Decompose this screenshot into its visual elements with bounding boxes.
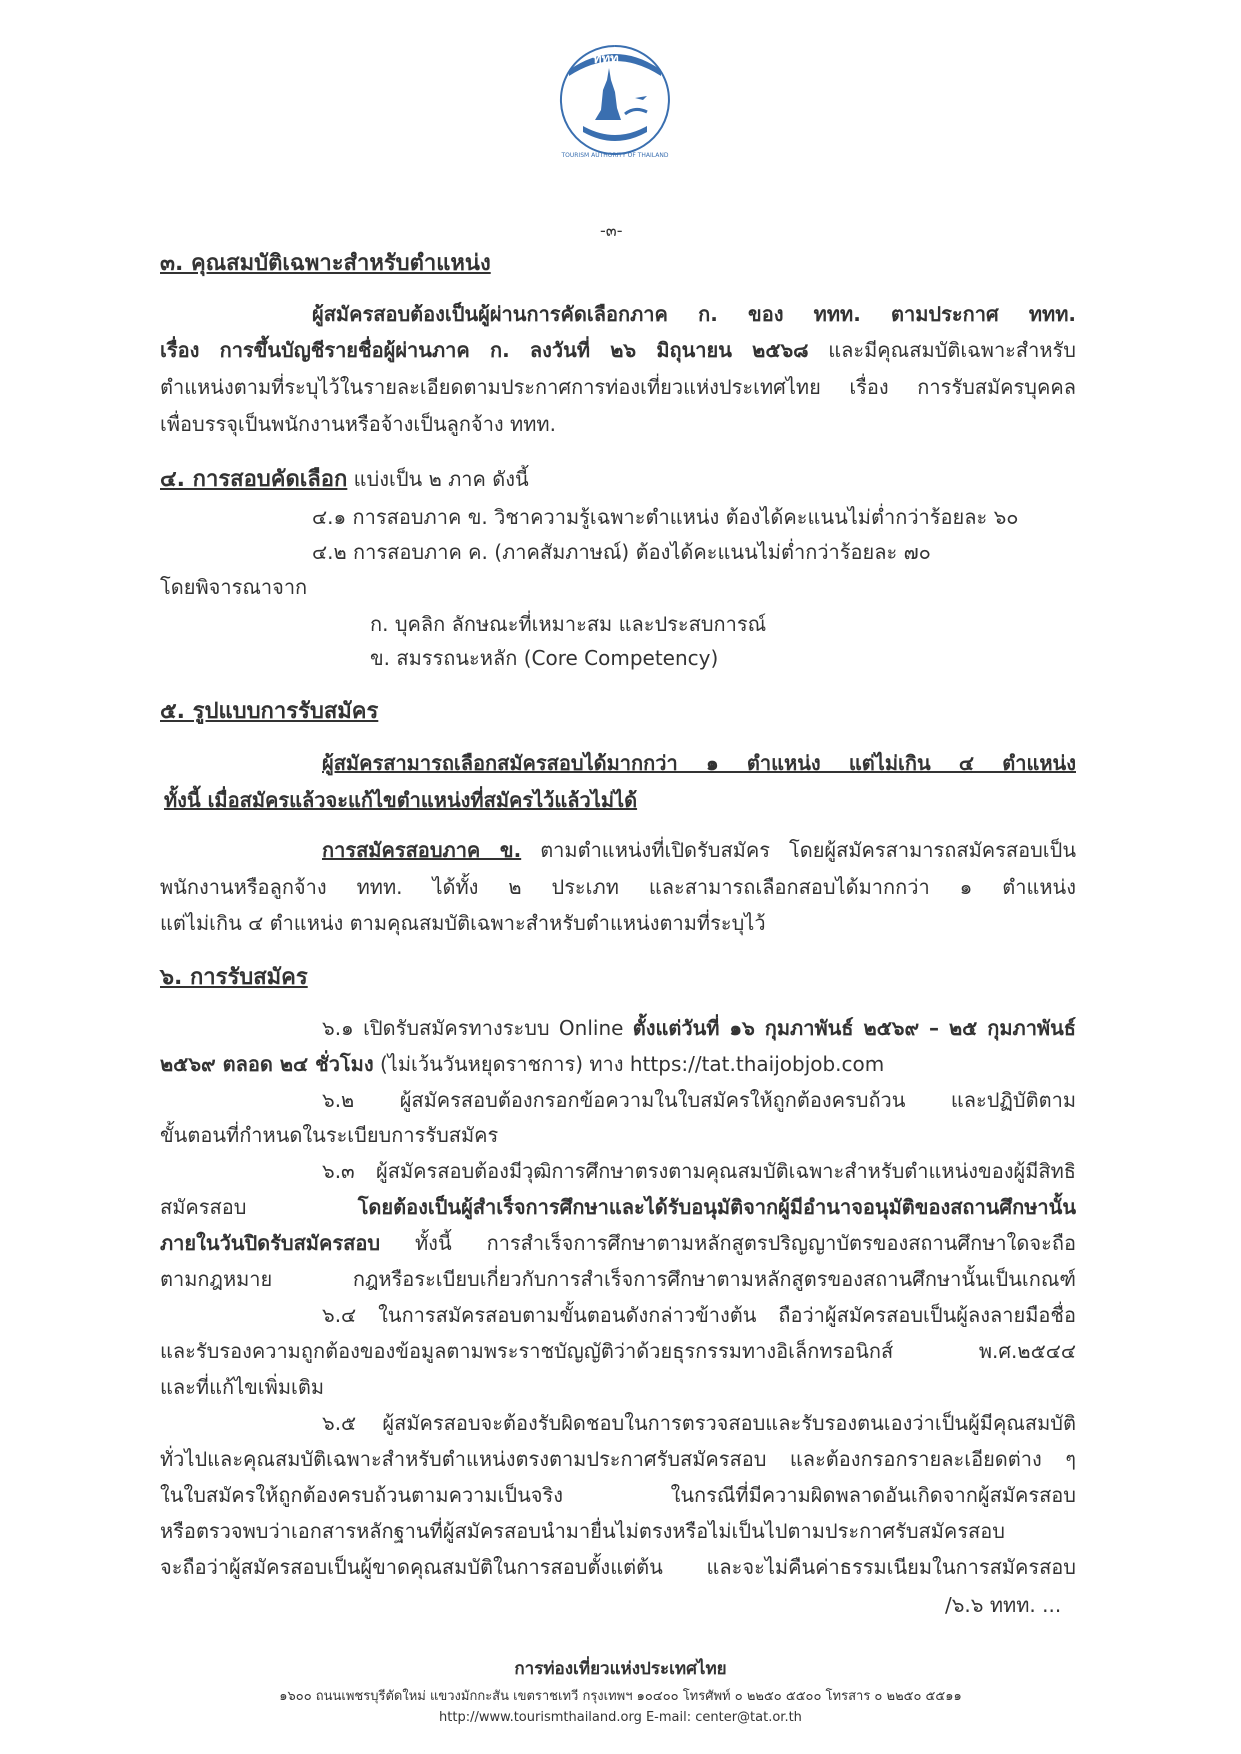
sec3-line-2-bold: เรื่อง การขึ้นบัญชีรายชื่อผู้ผ่านภาค ก. ลงวันที่ ๒๖ มิถุนายน ๒๕๖๘ — [160, 338, 809, 362]
sec6-1-line-2 — [160, 1047, 884, 1081]
sec4-item-2: ๔.๒ การสอบภาค ค. (ภาคสัมภาษณ์) ต้องได้คะแนนไม่ต่ำกว่าร้อยละ ๗๐ — [312, 540, 931, 564]
sec5-note-2: ทั้งนี้ เมื่อสมัครแล้วจะแก้ไขตำแหน่งที่สมัครไว้แล้วไม่ได้ — [164, 788, 638, 812]
sec6-3-line-4: ตามกฎหมาย กฎหรือระเบียบเกี่ยวกับการสำเร็จการศึกษาตามหลักสูตรของสถานศึกษานั้นเป็นเกณฑ์ — [160, 1267, 1076, 1291]
sec6-3-l3a: ภายในวันปิดรับสมัครสอบ — [160, 1231, 381, 1255]
tat-logo — [555, 40, 675, 160]
page-number: -๓- — [600, 221, 623, 240]
sec6-1-c: ๒๕๖๙ ตลอด ๒๔ ชั่วโมง — [160, 1052, 374, 1076]
sec4-criteria-a: ก. บุคลิก ลักษณะที่เหมาะสม และประสบการณ์ — [370, 612, 767, 636]
sec3-line-3: ตำแหน่งตามที่ระบุไว้ในรายละเอียดตามประกาศการท่องเที่ยวแห่งประเทศไทย เรื่อง การรับสมัครบุคคล — [160, 375, 1076, 399]
sec6-2-line-2: ขั้นตอนที่กำหนดในระเบียบการรับสมัคร — [160, 1123, 499, 1147]
sec6-2-line-1: ๖.๒ ผู้สมัครสอบต้องกรอกข้อความในใบสมัครให้ถูกต้องครบถ้วน และปฏิบัติตาม — [322, 1088, 1076, 1112]
sec4-item-1: ๔.๑ การสอบภาค ข. วิชาความรู้เฉพาะตำแหน่ง ต้องได้คะแนนไม่ต่ำกว่าร้อยละ ๖๐ — [312, 505, 1019, 529]
sec6-5-line-5: จะถือว่าผู้สมัครสอบเป็นผู้ขาดคุณสมบัติในการสอบตั้งแต่ต้น และจะไม่คืนค่าธรรมเนียมในการสมัครสอบ — [160, 1555, 1076, 1579]
sec6-1-b: ตั้งแต่วันที่ ๑๖ กุมภาพันธ์ ๒๕๖๙ – ๒๕ กุมภาพันธ์ — [632, 1016, 1076, 1040]
section-4-heading-row — [160, 462, 529, 497]
sec6-1-line-1 — [322, 1011, 1076, 1045]
footer-address: ๑๖๐๐ ถนนเพชรบุรีตัดใหม่ แขวงมักกะสัน เขตราชเทวี กรุงเทพฯ ๑๐๔๐๐ โทรศัพท์ ๐ ๒๒๕๐ ๕๕๐๐ โทรสาร ๐ ๒๒๕๐ ๕๕๑๑ — [279, 1689, 962, 1704]
footer-web: http://www.tourismthailand.org E-mail: center@tat.or.th — [439, 1710, 802, 1725]
sec6-3-line-1: ๖.๓ ผู้สมัครสอบต้องมีวุฒิการศึกษาตรงตามคุณสมบัติเฉพาะสำหรับตำแหน่งของผู้มีสิทธิ — [322, 1159, 1076, 1183]
section-3-heading: ๓. คุณสมบัติเฉพาะสำหรับตำแหน่ง — [160, 251, 491, 276]
sec6-4-line-1: ๖.๔ ในการสมัครสอบตามขั้นตอนดังกล่าวข้างต้น ถือว่าผู้สมัครสอบเป็นผู้ลงลายมือชื่อ — [322, 1303, 1076, 1327]
sec6-5-line-4: หรือตรวจพบว่าเอกสารหลักฐานที่ผู้สมัครสอบนำมายื่นไม่ตรงหรือไม่เป็นไปตามประกาศรับสมัครสอบ — [160, 1519, 1005, 1543]
sec6-3-l2b: โดยต้องเป็นผู้สำเร็จการศึกษาและได้รับอนุมัติจากผู้มีอำนาจอนุมัติของสถานศึกษานั้น — [357, 1195, 1076, 1219]
sec6-1-d: (ไม่เว้นวันหยุดราชการ) ทาง https://tat.thaijobjob.com — [373, 1052, 885, 1076]
section-5-heading: ๕. รูปแบบการรับสมัคร — [160, 699, 379, 724]
sec5-para-line-2: พนักงานหรือลูกจ้าง ททท. ได้ทั้ง ๒ ประเภท และสามารถเลือกสอบได้มากกว่า ๑ ตำแหน่ง — [160, 875, 1076, 899]
sec6-3-line-3 — [160, 1226, 1076, 1260]
sec6-4-line-3: และที่แก้ไขเพิ่มเติม — [160, 1375, 325, 1399]
sec6-3-l3b: ทั้งนี้ การสำเร็จการศึกษาตามหลักสูตรปริญญาบัตรของสถานศึกษาใดจะถือ — [380, 1231, 1076, 1255]
logo-top-text: ททท — [593, 52, 619, 67]
continuation-marker: /๖.๖ ททท. ... — [945, 1593, 1062, 1617]
sec3-line-2 — [160, 333, 1076, 367]
sec6-5-line-2: ทั่วไปและคุณสมบัติเฉพาะสำหรับตำแหน่งตรงตามประกาศรับสมัครสอบ และต้องกรอกรายละเอียดต่าง ๆ — [160, 1447, 1076, 1471]
sec6-3-l2a: สมัครสอบ — [160, 1195, 358, 1219]
section-4-heading-rest: แบ่งเป็น ๒ ภาค ดังนี้ — [347, 467, 529, 491]
footer-org: การท่องเที่ยวแห่งประเทศไทย — [514, 1659, 727, 1679]
logo-ring-text: TOURISM AUTHORITY OF THAILAND — [561, 152, 669, 159]
sec5-para-l1: ตามตำแหน่งที่เปิดรับสมัคร โดยผู้สมัครสามารถสมัครสอบเป็น — [521, 838, 1076, 862]
sec5-para-lead: การสมัครสอบภาค ข. — [322, 838, 522, 862]
sec4-consider: โดยพิจารณาจาก — [160, 575, 308, 599]
sec6-5-line-3: ในใบสมัครให้ถูกต้องครบถ้วนตามความเป็นจริง ในกรณีที่มีความผิดพลาดอันเกิดจากผู้สมัครสอบ — [160, 1483, 1076, 1507]
sec3-line-4: เพื่อบรรจุเป็นพนักงานหรือจ้างเป็นลูกจ้าง ททท. — [160, 412, 556, 436]
section-4-heading: ๔. การสอบคัดเลือก — [160, 467, 348, 492]
sec6-3-line-2 — [160, 1190, 1076, 1224]
sec3-line-1-text: ผู้สมัครสอบต้องเป็นผู้ผ่านการคัดเลือกภาค ก. ของ ททท. ตามประกาศ ททท. — [312, 302, 1076, 326]
sec6-4-line-2: และรับรองความถูกต้องของข้อมูลตามพระราชบัญญัติว่าด้วยธุรกรรมทางอิเล็กทรอนิกส์ พ.ศ.๒๕๔๔ — [160, 1339, 1076, 1363]
sec6-5-line-1: ๖.๕ ผู้สมัครสอบจะต้องรับผิดชอบในการตรวจสอบและรับรองตนเองว่าเป็นผู้มีคุณสมบัติ — [322, 1411, 1076, 1435]
section-6-heading: ๖. การรับสมัคร — [160, 965, 308, 990]
sec3-line-1 — [312, 297, 1076, 331]
sec5-note-1: ผู้สมัครสามารถเลือกสมัครสอบได้มากกว่า ๑ ตำแหน่ง แต่ไม่เกิน ๔ ตำแหน่ง — [322, 751, 1076, 775]
sec3-line-2-rest: และมีคุณสมบัติเฉพาะสำหรับ — [808, 338, 1076, 362]
sec5-para-line-1 — [322, 833, 1076, 867]
sec5-para-line-3: แต่ไม่เกิน ๔ ตำแหน่ง ตามคุณสมบัติเฉพาะสำหรับตำแหน่งตามที่ระบุไว้ — [160, 911, 766, 935]
sec4-criteria-b: ข. สมรรถนะหลัก (Core Competency) — [370, 646, 719, 670]
sec6-1-a: ๖.๑ เปิดรับสมัครทางระบบ Online — [322, 1016, 633, 1040]
